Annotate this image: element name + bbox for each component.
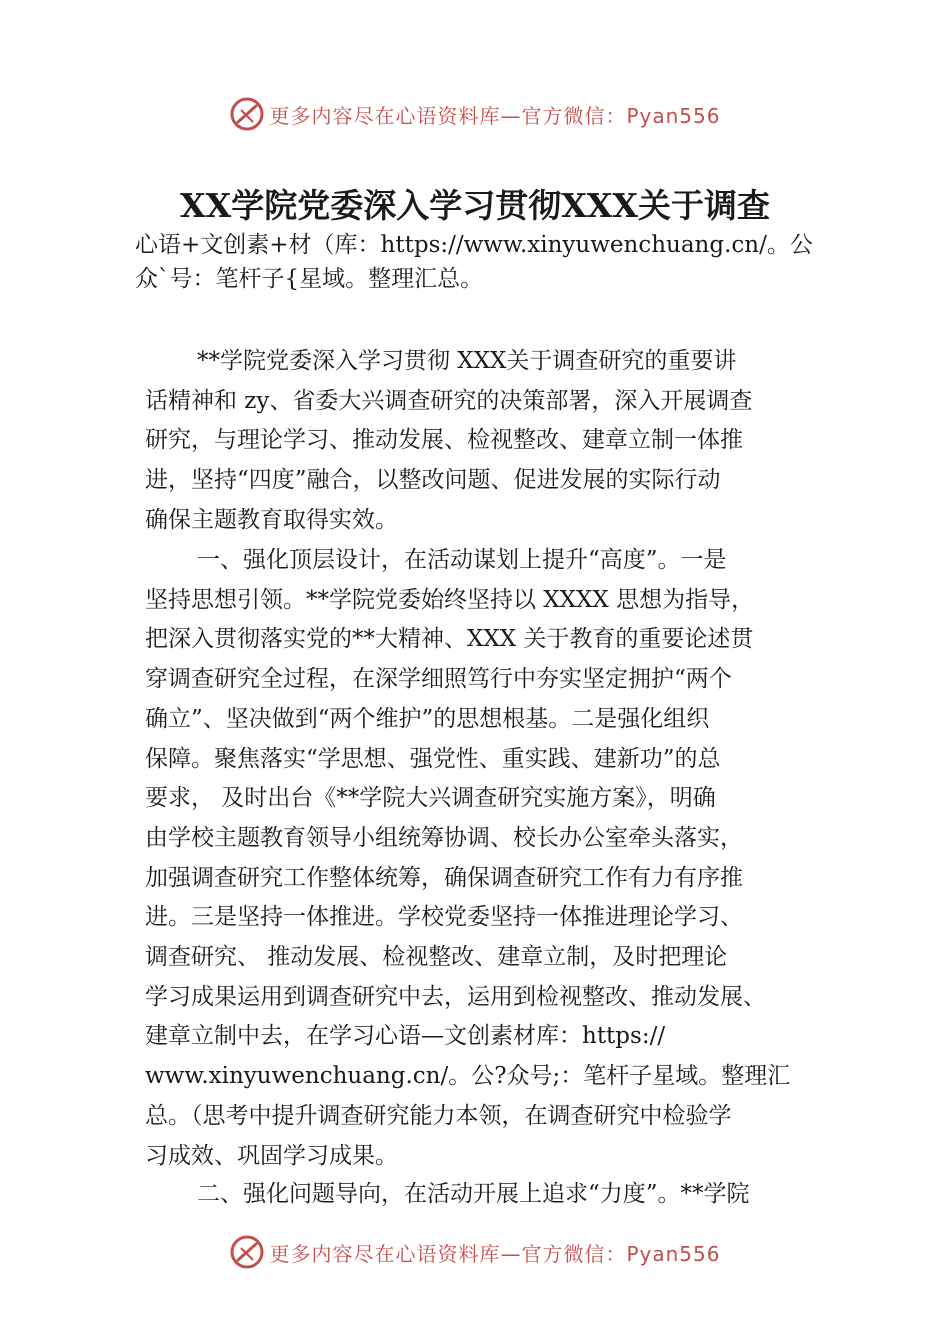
- text-line: 确保主题教育取得实效。: [145, 506, 398, 533]
- text-line: 研究，与理论学习、推动发展、检视整改、建章立制一体推: [145, 427, 743, 454]
- source-note-line: 心语+文创素+材（库：https://www.xinyuwenchuang.cn/。公: [135, 232, 813, 258]
- text-line: 要求， 及时出台《**学院大兴调查研究实施方案》，明确: [145, 785, 716, 812]
- text-line: 进。三是坚持一体推进。学校党委坚持一体推进理论学习、: [145, 904, 743, 931]
- source-note: [135, 228, 855, 296]
- watermark-banner-top: [0, 92, 950, 136]
- brand-logo-icon: [229, 96, 265, 132]
- text-line: 确立”、坚决做到“两个维护”的思想根基。二是强化组织: [145, 705, 710, 732]
- text-line: 学习成果运用到调查研究中去，运用到检视整改、推动发展、: [145, 983, 766, 1010]
- watermark-text: 更多内容尽在心语资料库—官方微信：Pyan556: [269, 1241, 721, 1266]
- text-line: 二、强化问题导向，在活动开展上追求“力度”。**学院: [197, 1181, 750, 1207]
- text-line: 穿调查研究全过程，在深学细照笃行中夯实坚定拥护“两个: [145, 666, 732, 693]
- text-line: 把深入贯彻落实党的**大精神、XXX 关于教育的重要论述贯: [145, 626, 754, 653]
- text-line: 习成效、巩固学习成果。: [145, 1142, 398, 1169]
- text-line: www.xinyuwenchuang.cn/。公?众号;：笔杆子星域。整理汇: [145, 1063, 791, 1090]
- text-line: 总。（思考中提升调查研究能力本领，在调查研究中检验学: [145, 1102, 732, 1129]
- watermark-banner-bottom: [0, 1230, 950, 1274]
- text-line: 一、强化顶层设计，在活动谋划上提升“高度”。一是: [197, 547, 727, 573]
- text-line: 进，坚持“四度”融合，以整改问题、促进发展的实际行动: [145, 467, 721, 494]
- text-line: 话精神和 zy、省委大兴调查研究的决策部署，深入开展调查: [145, 387, 753, 414]
- paragraph-section-two: [145, 1175, 845, 1215]
- paragraph-section-one: [145, 541, 845, 1176]
- watermark-text: 更多内容尽在心语资料库—官方微信：Pyan556: [269, 103, 721, 128]
- document-title: XX学院党委深入学习贯彻XXX关于调查: [179, 186, 771, 225]
- text-line: 加强调查研究工作整体统筹，确保调查研究工作有力有序推: [145, 864, 743, 891]
- brand-logo-icon: [229, 1234, 265, 1270]
- paragraph-intro: [145, 342, 845, 541]
- text-line: **学院党委深入学习贯彻 XXX关于调查研究的重要讲: [197, 348, 737, 374]
- source-note-line: 众`号：笔杆子{星域。整理汇总。: [135, 266, 484, 292]
- text-line: 建章立制中去，在学习心语—文创素材库：https://: [145, 1023, 666, 1050]
- text-line: 由学校主题教育领导小组统筹协调、校长办公室牵头落实，: [145, 824, 743, 851]
- text-line: 调查研究、 推动发展、检视整改、建章立制，及时把理论: [145, 944, 728, 971]
- text-line: 保障。聚焦落实“学思想、强党性、重实践、建新功”的总: [145, 745, 721, 772]
- text-line: 坚持思想引领。**学院党委始终坚持以 XXXX 思想为指导，: [145, 586, 755, 613]
